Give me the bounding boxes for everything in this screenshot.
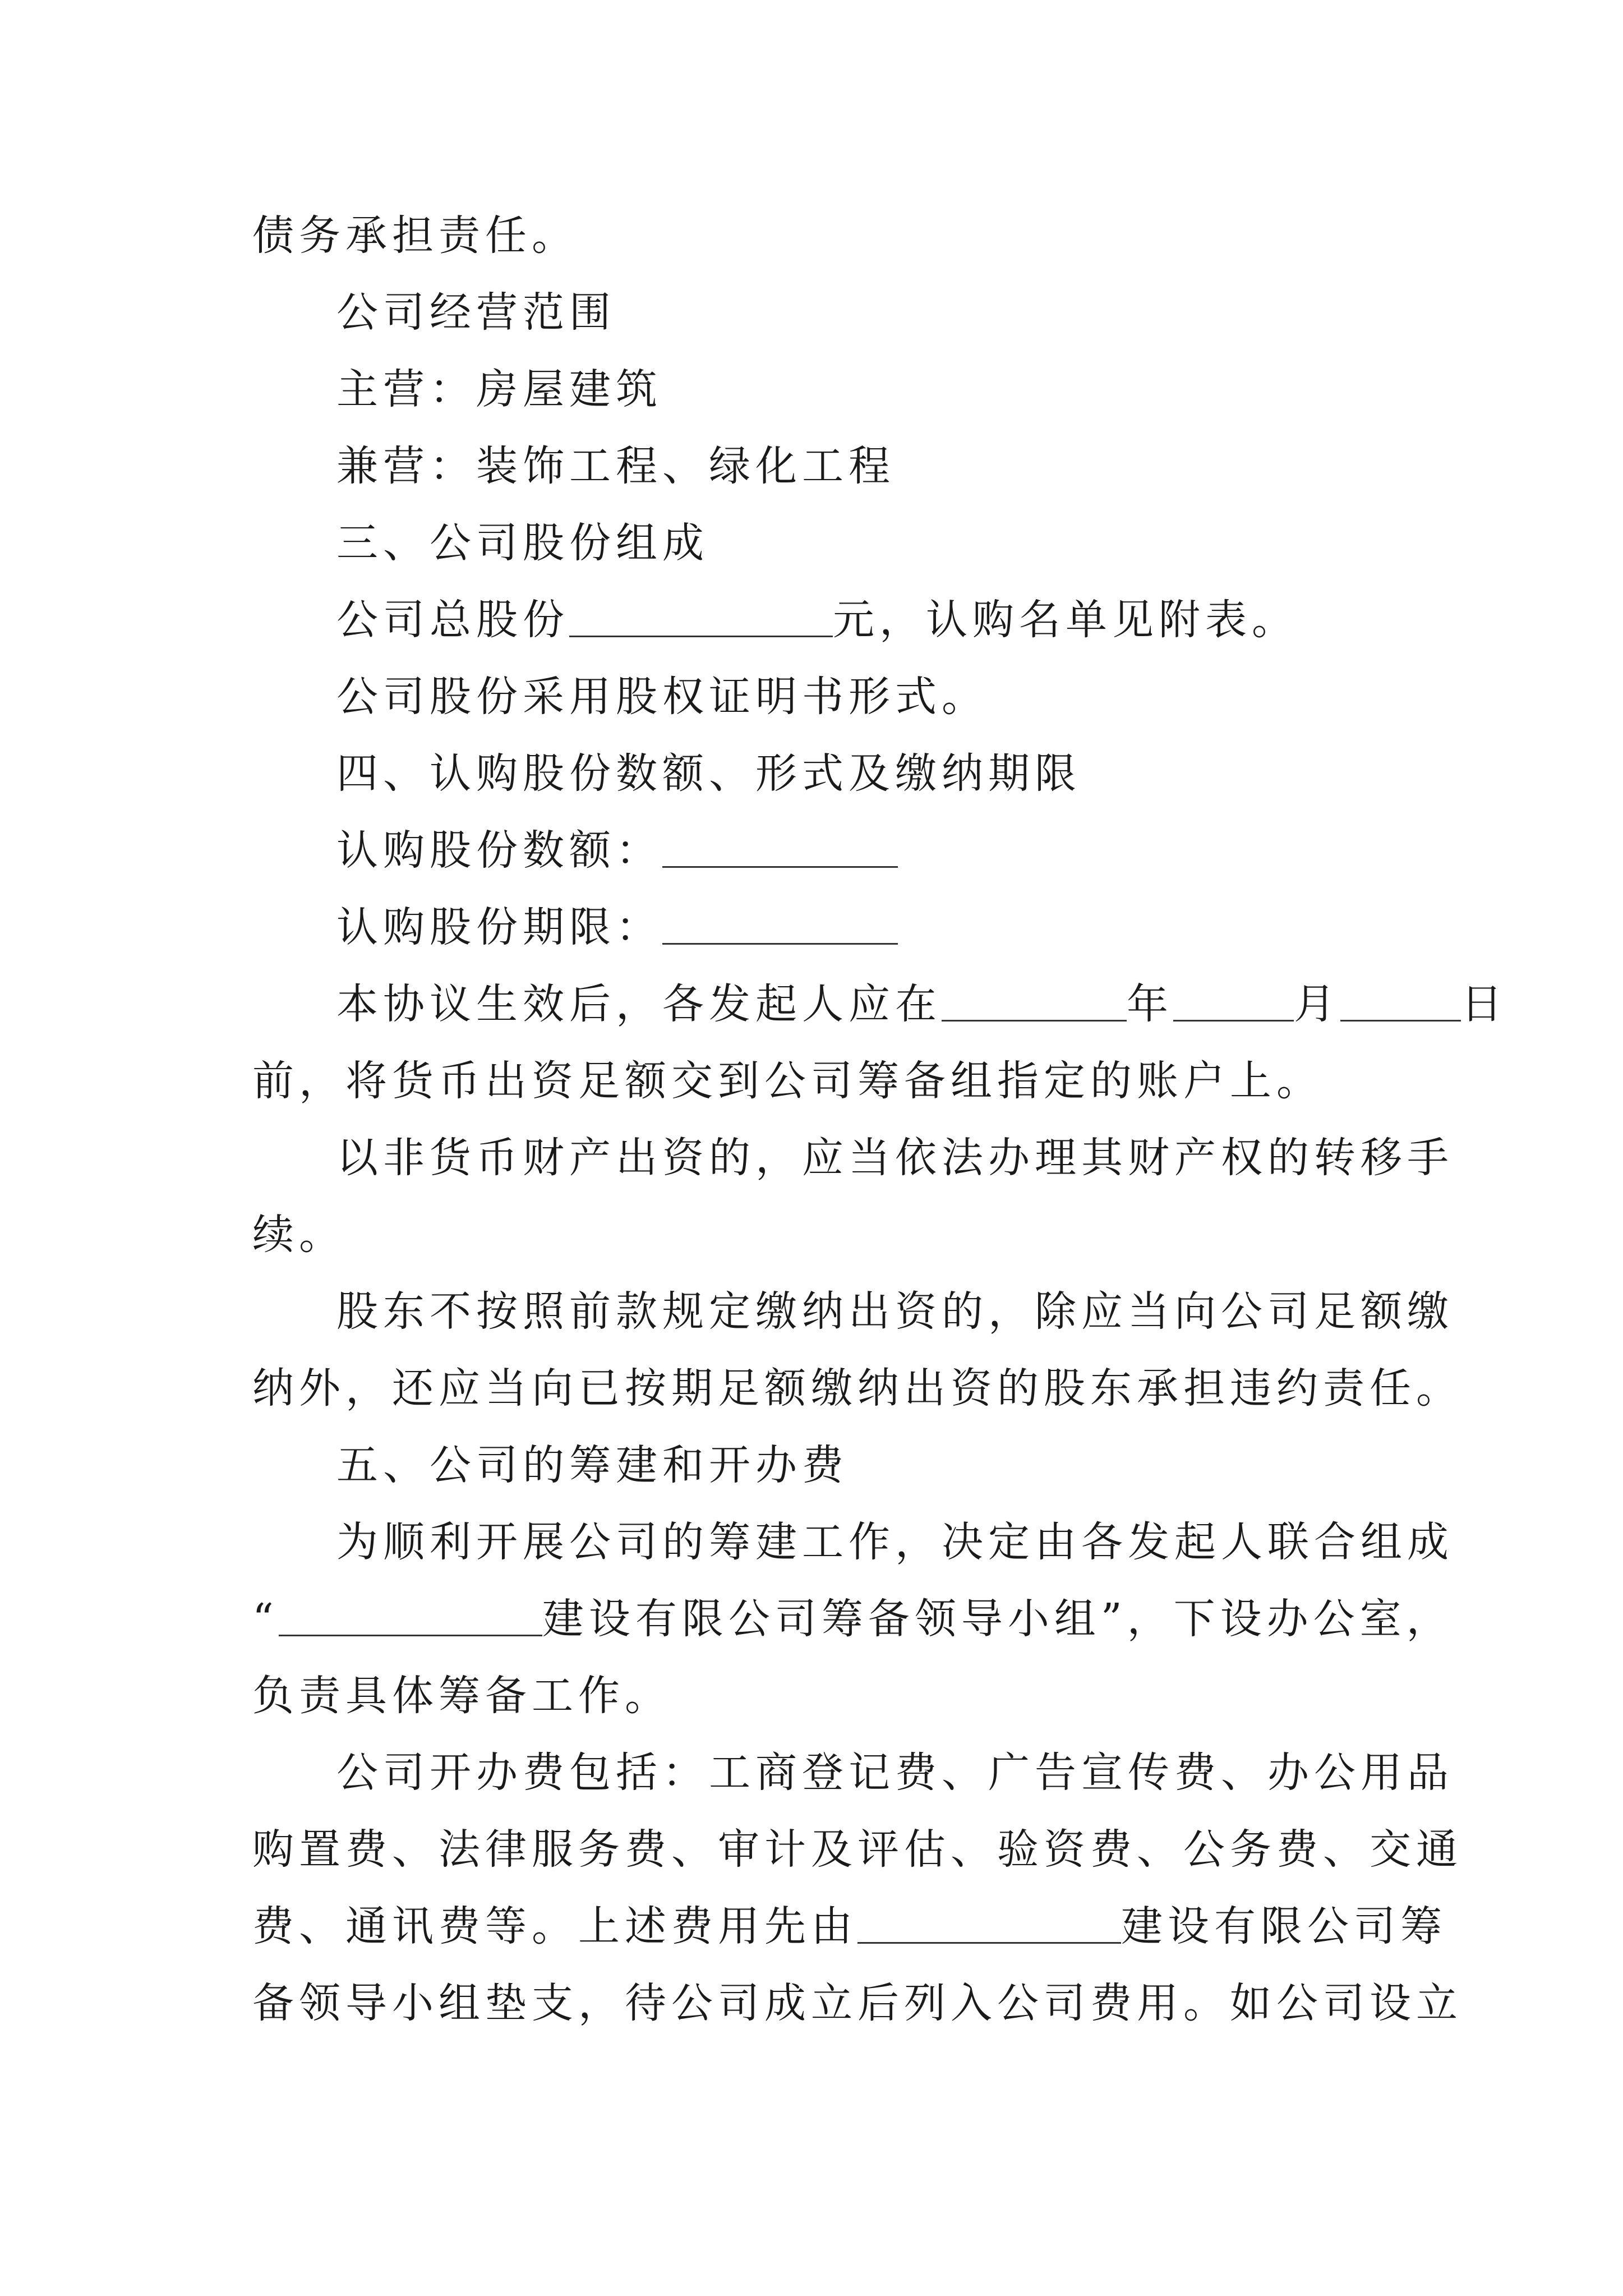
fill-in-blank[interactable] xyxy=(1340,978,1461,1022)
fill-in-blank[interactable] xyxy=(1173,978,1294,1022)
text-line: 股东不按照前款规定缴纳出资的，除应当向公司足额缴 xyxy=(336,1287,1454,1336)
text-segment: 本协议生效后，各发起人应在 xyxy=(336,980,942,1028)
text-line xyxy=(252,582,1419,659)
text-line xyxy=(252,966,1507,1043)
text-line: 备领导小组垫支，待公司成立后列入公司费用。如公司设立 xyxy=(252,1979,1463,2027)
fill-in-blank[interactable] xyxy=(857,1901,1121,1944)
fill-in-blank[interactable] xyxy=(662,901,898,945)
fill-in-blank[interactable] xyxy=(279,1593,542,1636)
text-line: 主营：房屋建筑 xyxy=(336,365,662,413)
text-line xyxy=(252,1888,1447,1965)
text-segment: 认购股份期限： xyxy=(336,903,662,951)
text-line: 纳外，还应当向已按期足额缴纳出资的股东承担违约责任。 xyxy=(252,1364,1463,1412)
text-segment: 公司总股份 xyxy=(336,596,569,644)
text-line: 为顺利开展公司的筹建工作，决定由各发起人联合组成 xyxy=(336,1518,1454,1566)
text-line xyxy=(252,889,1419,966)
text-segment: 月 xyxy=(1294,980,1340,1028)
text-line: 负责具体筹备工作。 xyxy=(252,1672,671,1720)
text-segment: 元，认购名单见附表。 xyxy=(833,596,1298,644)
text-line xyxy=(252,1581,1453,1658)
text-line: 续。 xyxy=(252,1211,345,1259)
section-heading: 四、认购股份数额、形式及缴纳期限 xyxy=(336,749,1081,798)
text-line: 兼营：装饰工程、绿化工程 xyxy=(336,442,895,490)
text-segment: 年 xyxy=(1127,980,1173,1028)
fill-in-blank[interactable] xyxy=(662,825,898,868)
text-segment: 认购股份数额： xyxy=(336,826,662,875)
text-line xyxy=(252,812,1419,889)
text-line: 前，将货币出资足额交到公司筹备组指定的账户上。 xyxy=(252,1057,1323,1105)
text-segment: “ xyxy=(252,1595,279,1643)
fill-in-blank[interactable] xyxy=(569,594,833,637)
section-heading: 公司经营范围 xyxy=(336,288,616,337)
text-line: 债务承担责任。 xyxy=(252,211,578,260)
text-line: 公司股份采用股权证明书形式。 xyxy=(336,673,988,721)
text-line: 以非货币财产出资的，应当依法办理其财产权的转移手 xyxy=(336,1134,1454,1182)
text-segment: 费、通讯费等。上述费用先由 xyxy=(252,1902,857,1950)
text-line: 购置费、法律服务费、审计及评估、验资费、公务费、交通 xyxy=(252,1825,1463,1874)
section-heading: 三、公司股份组成 xyxy=(336,519,709,567)
text-segment: 建设有限公司筹 xyxy=(1121,1902,1447,1950)
text-segment: 建设有限公司筹备领导小组”，下设办公室， xyxy=(542,1595,1453,1643)
document-page xyxy=(252,197,1507,2042)
section-heading: 五、公司的筹建和开办费 xyxy=(336,1441,849,1489)
fill-in-blank[interactable] xyxy=(942,978,1127,1022)
text-line: 公司开办费包括：工商登记费、广告宣传费、办公用品 xyxy=(336,1749,1454,1797)
text-segment: 日 xyxy=(1461,980,1507,1028)
